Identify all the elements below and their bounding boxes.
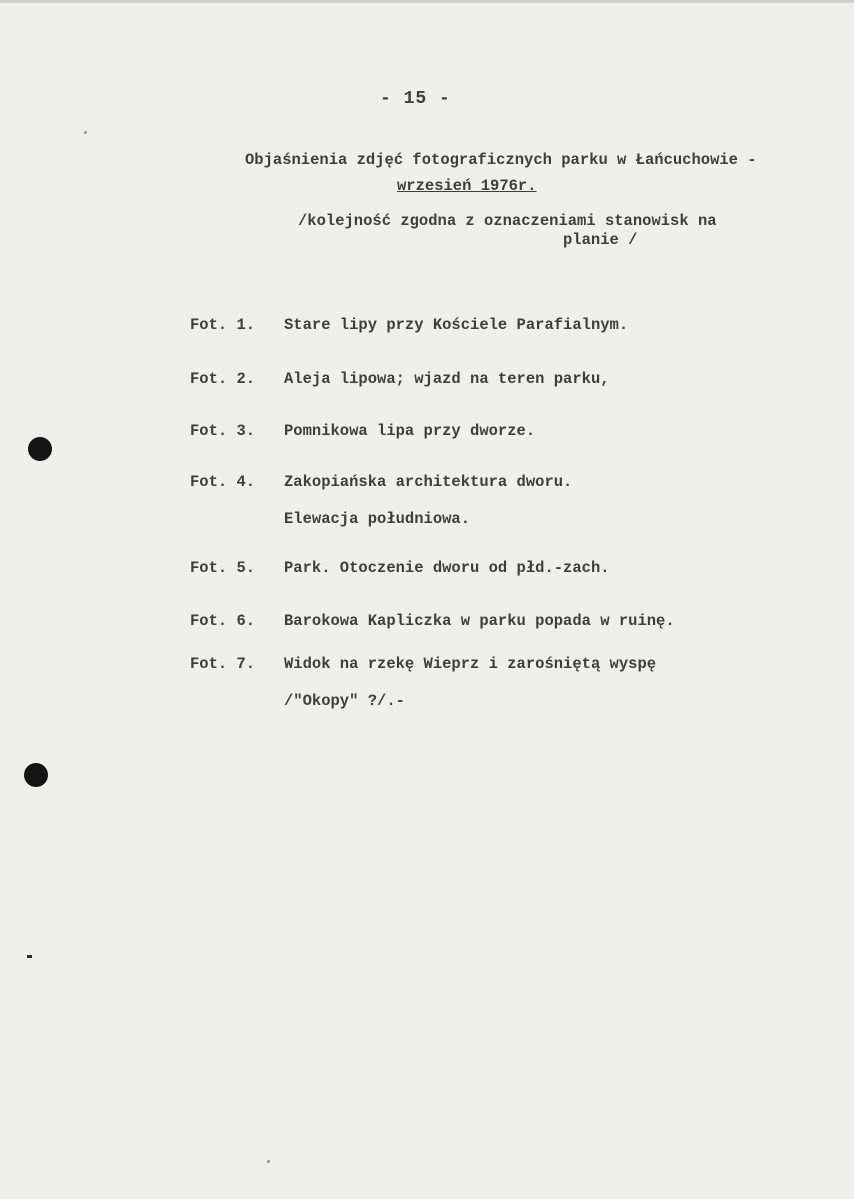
paper-speck (84, 131, 87, 134)
margin-mark (27, 955, 32, 958)
paper-speck (267, 1160, 270, 1163)
photo-label: Fot. 7. (190, 655, 256, 673)
photo-label: Fot. 4. (190, 473, 256, 491)
photo-description: Park. Otoczenie dworu od płd.-zach. (284, 559, 610, 577)
page-number: - 15 - (380, 89, 451, 109)
document-date: wrzesień 1976r. (397, 177, 537, 195)
photo-label: Fot. 2. (190, 370, 256, 388)
photo-label: Fot. 3. (190, 422, 256, 440)
ordering-note-continued: planie / (563, 231, 638, 249)
photo-label: Fot. 6. (190, 612, 256, 630)
punch-hole (24, 763, 48, 787)
photo-label: Fot. 5. (190, 559, 256, 577)
document-title: Objaśnienia zdjęć fotograficznych parku w Łańcuchowie - (245, 151, 757, 169)
punch-hole (28, 437, 52, 461)
photo-description: Pomnikowa lipa przy dworze. (284, 422, 536, 440)
photo-description-continued: /"Okopy" ?/.- (284, 692, 405, 710)
photo-description: Barokowa Kapliczka w parku popada w ruinę. (284, 612, 675, 630)
photo-description: Zakopiańska architektura dworu. (284, 473, 573, 491)
ordering-note: /kolejność zgodna z oznaczeniami stanowisk na (298, 212, 717, 230)
photo-description-continued: Elewacja południowa. (284, 510, 471, 528)
photo-description: Stare lipy przy Kościele Parafialnym. (284, 316, 629, 334)
photo-description: Aleja lipowa; wjazd na teren parku, (284, 370, 610, 388)
photo-description: Widok na rzekę Wieprz i zarośniętą wyspę (284, 655, 657, 673)
photo-label: Fot. 1. (190, 316, 256, 334)
